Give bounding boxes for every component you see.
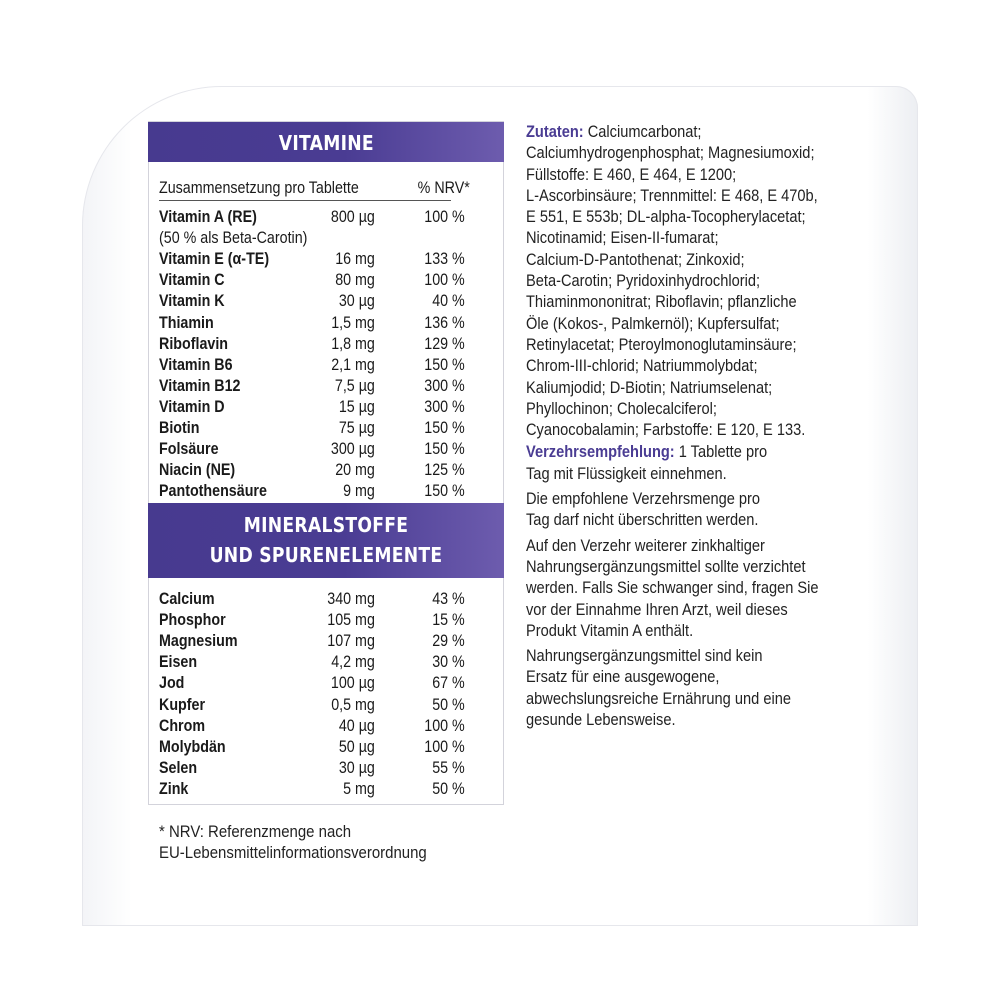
nutrient-nrv: 100 %: [424, 270, 465, 290]
ingredients-line: Retinylacetat; Pteroylmonoglutaminsäure;: [526, 334, 797, 354]
nutrient-amount: 75 µg: [338, 418, 375, 437]
nutrient-amount: 340 mg: [327, 589, 375, 608]
nutrient-name: Vitamin A (RE): [159, 207, 257, 226]
ingredients-line: Thiaminmononitrat; Riboflavin; pflanzliche: [526, 292, 797, 312]
ingredients-block: [526, 121, 906, 730]
nutrient-name: Phosphor: [159, 610, 226, 630]
nutrient-amount: 1,8 mg: [331, 333, 375, 353]
vitamins-heading: VITAMINE: [278, 131, 374, 155]
nutrient-name: Zink: [159, 778, 189, 798]
warning-line: Produkt Vitamin A enthält.: [526, 620, 694, 640]
vitamin-row: [159, 207, 495, 228]
nutrient-amount: 107 mg: [327, 631, 375, 651]
nutrient-name: Molybdän: [159, 736, 226, 756]
table-header-row: [159, 178, 495, 199]
nutrient-amount: 7,5 µg: [334, 375, 375, 395]
dosage-text: 1 Tablette pro: [678, 442, 768, 462]
nutrient-nrv: 100 %: [424, 715, 465, 735]
nutrient-nrv: 150 %: [424, 439, 465, 459]
nutrient-nrv: 100 %: [424, 207, 465, 226]
warning-line: gesunde Lebensweise.: [526, 710, 676, 730]
nutrient-nrv: 40 %: [432, 291, 465, 311]
vitamin-row: [159, 439, 495, 460]
nutrient-nrv: 136 %: [424, 312, 465, 332]
nutrient-amount: 30 µg: [338, 291, 375, 311]
mineral-row: [159, 779, 495, 800]
nutrient-amount: 30 µg: [338, 757, 375, 777]
header-divider: [159, 200, 451, 201]
ingredients-line: Calciumhydrogenphosphat; Magnesiumoxid;: [526, 143, 815, 163]
nutrient-nrv: 30 %: [432, 652, 465, 672]
warning-line: abwechslungsreiche Ernährung und eine: [526, 688, 791, 708]
mineral-row: [159, 737, 495, 758]
nutrient-amount: 300 µg: [330, 439, 375, 459]
nutrient-nrv: 133 %: [424, 249, 465, 269]
nutrient-name: Vitamin B12: [159, 375, 241, 395]
nutrient-name: Folsäure: [159, 439, 219, 459]
nutrient-nrv: 55 %: [432, 757, 465, 777]
nutrient-amount: 105 mg: [327, 610, 375, 630]
nutrient-name: Vitamin B6: [159, 354, 233, 374]
vitamin-row: [159, 228, 495, 249]
ingredients-line: Füllstoffe: E 460, E 464, E 1200;: [526, 164, 737, 184]
nutrient-nrv: 29 %: [432, 631, 465, 651]
nutrient-name: (50 % als Beta-Carotin): [159, 228, 308, 248]
vitamin-row: [159, 334, 495, 355]
ingredients-line: Phyllochinon; Cholecalciferol;: [526, 398, 717, 418]
ingredients-line: Beta-Carotin; Pyridoxinhydrochlorid;: [526, 271, 761, 291]
nutrient-name: Riboflavin: [159, 333, 229, 353]
mineral-row: [159, 652, 495, 673]
nutrient-nrv: 15 %: [432, 610, 465, 630]
nutrient-nrv: 43 %: [432, 589, 465, 608]
vitamins-heading-band: [148, 122, 504, 162]
vitamin-row: [159, 270, 495, 291]
nutrient-name: Magnesium: [159, 631, 238, 651]
minerals-heading-line2: UND SPURENELEMENTE: [209, 543, 443, 567]
warning-line: werden. Falls Sie schwanger sind, fragen Sie: [526, 578, 819, 598]
warning-line: Ersatz für eine ausgewogene,: [526, 667, 720, 687]
vitamin-row: [159, 481, 495, 502]
nutrient-amount: 0,5 mg: [331, 694, 375, 714]
nutrient-nrv: 50 %: [432, 778, 465, 798]
warning-line: Auf den Verzehr weiterer zinkhaltiger: [526, 535, 765, 555]
nutrient-name: Vitamin K: [159, 291, 225, 311]
nutrient-name: Niacin (NE): [159, 460, 236, 480]
nutrient-nrv: 150 %: [424, 418, 465, 437]
mineral-row: [159, 758, 495, 779]
vitamin-row: [159, 355, 495, 376]
nutrient-amount: 4,2 mg: [331, 652, 375, 672]
warning-line: Tag darf nicht überschritten werden.: [526, 510, 759, 530]
nutrient-name: Kupfer: [159, 694, 206, 714]
ingredients-line: Cyanocobalamin; Farbstoffe: E 120, E 133.: [526, 420, 806, 440]
nutrient-amount: 5 mg: [343, 778, 375, 798]
nrv-header: % NRV*: [417, 178, 470, 197]
composition-header: Zusammensetzung pro Tablette: [159, 178, 359, 197]
ingredients-line: Kaliumjodid; D-Biotin; Natriumselenat;: [526, 377, 773, 397]
nutrient-name: Chrom: [159, 715, 206, 735]
ingredients-line: Öle (Kokos-, Palmkernöl); Kupfersulfat;: [526, 313, 780, 333]
nutrient-nrv: 125 %: [424, 460, 465, 480]
minerals-heading-line1: MINERALSTOFFE: [243, 513, 409, 537]
nutrient-amount: 20 mg: [335, 460, 375, 480]
ingredients-line: Chrom-III-chlorid; Natriummolybdat;: [526, 356, 758, 376]
nutrient-nrv: 50 %: [432, 694, 465, 714]
vitamin-row: [159, 397, 495, 418]
footnote-line: * NRV: Referenzmenge nach: [159, 822, 352, 841]
nutrient-nrv: 67 %: [432, 673, 465, 693]
ingredients-line: E 551, E 553b; DL-alpha-Tocopherylacetat;: [526, 207, 806, 227]
dosage-line: [526, 441, 853, 462]
nutrient-name: Pantothensäure: [159, 481, 267, 501]
mineral-row: [159, 589, 495, 610]
warning-line: Nahrungsergänzungsmittel sollte verzichtet: [526, 556, 806, 576]
nutrient-nrv: 100 %: [424, 736, 465, 756]
nrv-footnote: [159, 821, 463, 863]
vitamin-row: [159, 418, 495, 439]
nutrient-name: Thiamin: [159, 312, 214, 332]
nutrient-nrv: 300 %: [424, 396, 465, 416]
nutrient-amount: 800 µg: [330, 207, 375, 226]
dosage-line: Tag mit Flüssigkeit einnehmen.: [526, 463, 727, 483]
nutrient-amount: 15 µg: [338, 396, 375, 416]
mineral-row: [159, 695, 495, 716]
nutrient-nrv: 129 %: [424, 333, 465, 353]
dosage-label: Verzehrsempfehlung:: [526, 442, 675, 462]
minerals-heading-band: [148, 503, 504, 578]
ingredients-line: Nicotinamid; Eisen-II-fumarat;: [526, 228, 719, 248]
nutrient-name: Eisen: [159, 652, 198, 672]
nutrient-amount: 16 mg: [335, 249, 375, 269]
nutrient-amount: 50 µg: [338, 736, 375, 756]
nutrient-nrv: 150 %: [424, 354, 465, 374]
mineral-row: [159, 610, 495, 631]
nutrient-name: Vitamin C: [159, 270, 225, 290]
nutrient-amount: 2,1 mg: [331, 354, 375, 374]
vitamin-row: [159, 313, 495, 334]
nutrient-name: Selen: [159, 757, 198, 777]
nutrient-name: Jod: [159, 673, 185, 693]
nutrient-amount: 80 mg: [335, 270, 375, 290]
nutrition-table: [148, 121, 504, 805]
footnote-line: EU-Lebensmittelinformationsverordnung: [159, 843, 427, 862]
nutrient-amount: 9 mg: [343, 481, 375, 501]
ingredients-line: L-Ascorbinsäure; Trennmittel: E 468, E 470b,: [526, 185, 818, 205]
vitamin-row: [159, 291, 495, 312]
nutrient-amount: 40 µg: [338, 715, 375, 735]
mineral-row: [159, 716, 495, 737]
vitamin-row: [159, 376, 495, 397]
mineral-row: [159, 673, 495, 694]
mineral-row: [159, 631, 495, 652]
nutrient-nrv: 150 %: [424, 481, 465, 501]
warning-line: Die empfohlene Verzehrsmenge pro: [526, 489, 761, 509]
nutrient-nrv: 300 %: [424, 375, 465, 395]
nutrient-name: Biotin: [159, 418, 200, 437]
vitamin-row: [159, 249, 495, 270]
warning-line: vor der Einnahme Ihren Arzt, weil dieses: [526, 599, 788, 619]
ingredients-line: [526, 121, 853, 142]
nutrient-name: Vitamin E (α-TE): [159, 249, 270, 269]
nutrient-name: Calcium: [159, 589, 215, 608]
ingredients-label: Zutaten:: [526, 122, 584, 141]
nutrient-amount: 100 µg: [330, 673, 375, 693]
nutrient-name: Vitamin D: [159, 396, 225, 416]
warning-line: Nahrungsergänzungsmittel sind kein: [526, 646, 763, 666]
ingredients-text: Calciumcarbonat;: [587, 122, 702, 141]
vitamin-row: [159, 460, 495, 481]
ingredients-line: Calcium-D-Pantothenat; Zinkoxid;: [526, 249, 745, 269]
nutrient-amount: 1,5 mg: [331, 312, 375, 332]
